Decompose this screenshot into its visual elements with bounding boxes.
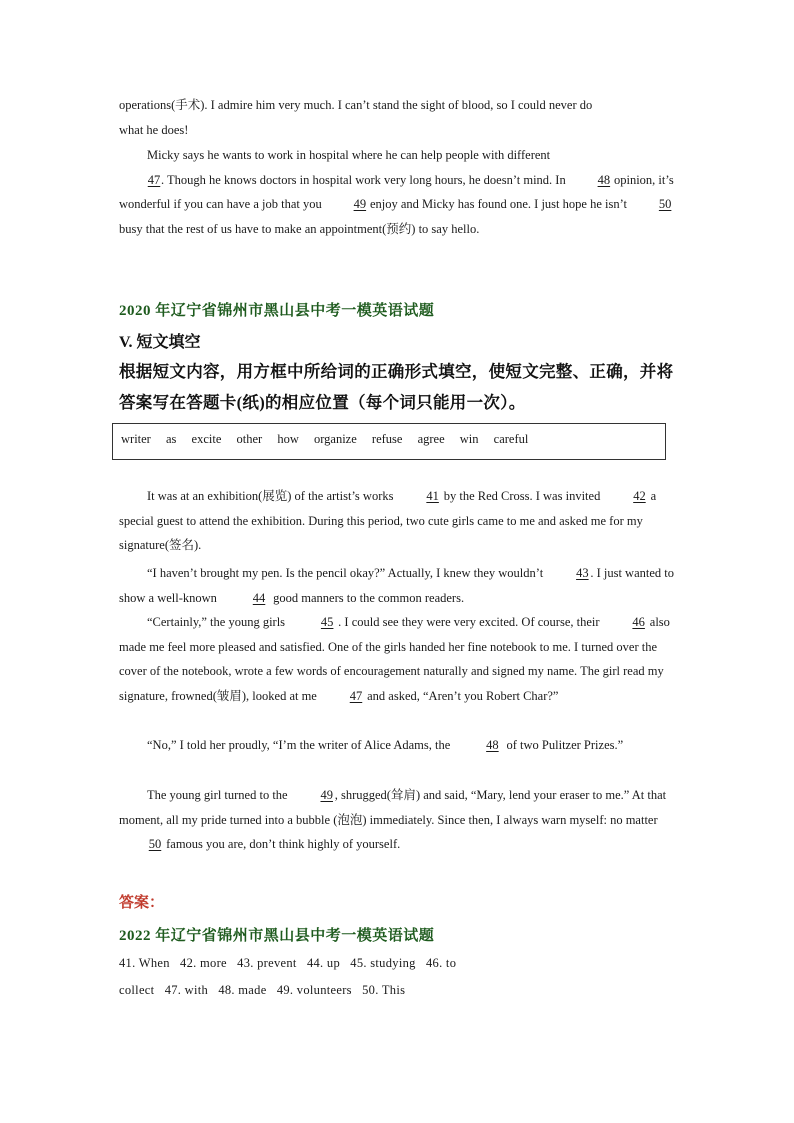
- answer-list: [119, 950, 674, 1004]
- blank-42: 42: [633, 489, 646, 503]
- passage-text: The young girl turned to the: [147, 788, 291, 802]
- prev-paragraph-2: [119, 143, 674, 241]
- word-item: excite: [191, 432, 222, 446]
- blank-48: 48: [597, 172, 611, 187]
- passage-text: It was at an exhibition(展览) of the artist’s works: [147, 489, 397, 503]
- prev-text: opinion, it’s wonderful if you can have a job that you: [119, 172, 674, 212]
- word-item: refuse: [371, 432, 403, 446]
- word-item: as: [165, 432, 177, 446]
- passage-paragraph-2: [119, 561, 674, 610]
- passage-text: , shrugged(耸肩) and said, “Mary, lend your eraser to me.” At that moment, all my pride turned into a bubble (泡泡) immediately. Since then, I always warn myself: no matter: [119, 788, 667, 827]
- passage-text: . I could see they were very excited. Of course, their: [338, 615, 603, 629]
- prev-text: enjoy and Micky has found one. I just hope he isn’t: [366, 197, 631, 212]
- word-item: organize: [313, 432, 357, 446]
- passage-paragraph-5: [119, 783, 674, 857]
- passage-paragraph-4: [119, 733, 674, 758]
- blank-46: 46: [632, 615, 645, 629]
- word-item: writer: [121, 432, 151, 446]
- blank-47: 47: [147, 172, 161, 187]
- passage-text: good manners to the common readers.: [270, 590, 465, 605]
- word-list: [121, 432, 538, 447]
- part-heading: V. 短文填空: [119, 334, 201, 351]
- passage-text: and asked, “Aren’t you Robert Char?”: [363, 688, 559, 703]
- passage-text: a special guest to attend the exhibition. During this period, two cute girls came to me and asked me for my signature(签名).: [119, 489, 657, 553]
- instruction: 根据短文内容，用方框中所给词的正确形式填空，使短文完整、正确，并将答案写在答题卡(纸)的相应位置（每个词只能用一次）。: [119, 362, 674, 412]
- prev-text: busy that the rest of us have to make an appointment(预约) to say hello.: [119, 221, 480, 236]
- blank-48b: 48: [486, 738, 499, 752]
- blank-44: 44: [252, 590, 266, 605]
- word-item: agree: [417, 432, 445, 446]
- prev-text: what he does!: [119, 122, 189, 137]
- section-title: 2020 年辽宁省锦州市黑山县中考一模英语试题: [119, 303, 435, 319]
- answer-section-title: 2022 年辽宁省锦州市黑山县中考一模英语试题: [119, 928, 435, 944]
- blank-47b: 47: [349, 688, 363, 703]
- passage-text: . I just wanted to show a well-known: [119, 566, 674, 605]
- blank-50: 50: [658, 197, 672, 212]
- passage-text: “Certainly,” the young girls: [147, 615, 289, 629]
- prev-text: Micky says he wants to work in hospital where he can help people with different: [147, 148, 551, 162]
- passage-text: of two Pulitzer Prizes.”: [503, 738, 624, 752]
- word-item: other: [236, 432, 263, 446]
- blank-41: 41: [426, 489, 439, 503]
- passage-paragraph-1: [119, 484, 674, 558]
- blank-45: 45: [320, 615, 334, 629]
- passage-text: also made me feel more pleased and satisfied. One of the girls handed her fine notebook to me. I turned over the cover of the notebook, wrote a few words of encouragement naturally and signed my name. The girl read my signature, frowned(皱眉), looked at me: [119, 615, 670, 703]
- prev-text: operations(手术). I admire him very much. I can’t stand the sight of blood, so I could never do: [119, 98, 593, 112]
- passage-text: “I haven’t brought my pen. Is the pencil okay?” Actually, I knew they wouldn’t: [147, 566, 547, 580]
- blank-43: 43: [576, 566, 589, 580]
- blank-49: 49: [353, 197, 367, 212]
- answer-line: 41. When 42. more 43. prevent 44. up 45. studying 46. to: [119, 956, 457, 970]
- prev-text: . Though he knows doctors in hospital work very long hours, he doesn’t mind. In: [161, 172, 566, 187]
- passage-text: by the Red Cross. I was invited: [440, 489, 604, 503]
- word-item: careful: [493, 432, 529, 446]
- blank-50b: 50: [148, 837, 162, 852]
- prev-paragraph-1: [119, 93, 674, 142]
- word-box: [112, 423, 666, 460]
- answer-line: collect 47. with 48. made 49. volunteers 50. This: [119, 983, 406, 997]
- word-item: win: [459, 432, 479, 446]
- word-item: how: [277, 432, 299, 446]
- answer-label: 答案：: [119, 895, 165, 911]
- passage-text: “No,” I told her proudly, “I’m the writer of Alice Adams, the: [147, 738, 454, 752]
- passage-paragraph-3: [119, 610, 674, 708]
- passage-text: famous you are, don’t think highly of yourself.: [163, 837, 401, 852]
- blank-49b: 49: [320, 788, 333, 802]
